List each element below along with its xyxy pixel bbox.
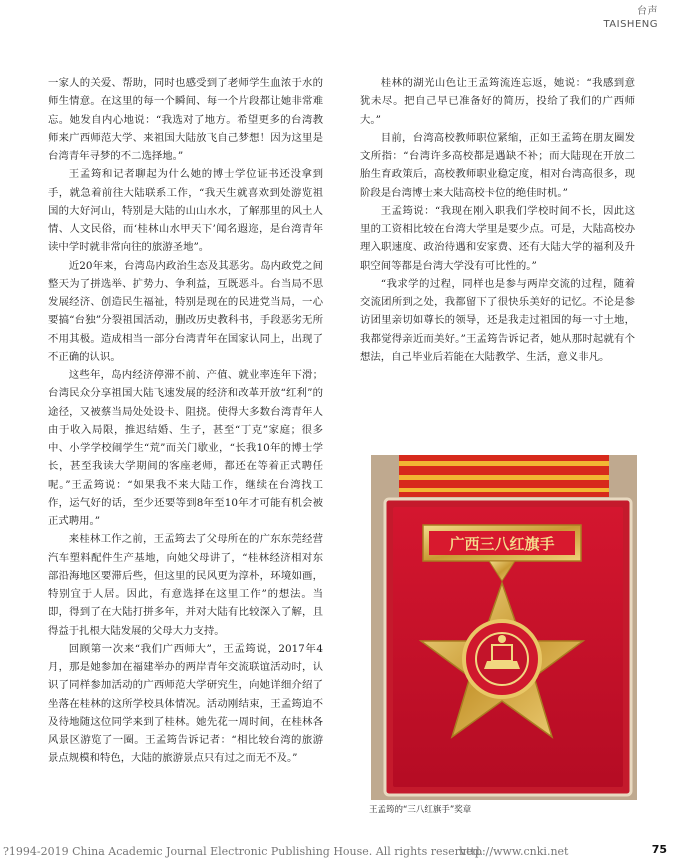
paragraph: “我求学的过程，同样也是参与两岸交流的过程，随着交流团所到之处，我都留下了很快乐美好的记忆。不论是参访团里亲切如尊长的领导，还是我走过祖国的每一寸土地，我都觉得亲近而美好。”王孟筠告诉记者，她从那时起就有个想法，自己毕业后若能在大陆教学、生活，意义非凡。 (360, 277, 635, 363)
paragraph: 近20年来，台湾岛内政治生态及其恶劣。岛内政党之间整天为了拼选举、扩势力、争利益，互既恶斗。台当局不思发展经济、创造民生福祉，特别是现在的民进党当局，一心要搞“台独”分裂祖国活动，删改历史教科书，手段恶劣无所不用其极。造成相当一部分台湾青年在国家认同上，出现了不正确的认识。 (48, 259, 323, 363)
footer-url[interactable]: http://www.cnki.net (459, 845, 569, 858)
paragraph: 这些年，岛内经济停滞不前、产值、就业率连年下滑；台湾民众分享祖国大陆飞速发展的经济和改革开放“红利”的途径，又被蔡当局处处设卡、阻挠。使得大多数台湾青年人由于收入局限，推迟结婚、生子，甚至“丁克”家庭；很多中、小学学校闹学生“荒”而关门歇业，“长我10年的博士学长，甚至我读大学期间的客座老师，都还在等着正式聘任呢。”王孟筠说：“如果我不来大陆工作，继续在台湾找工作，运气好的话，至少还要等到8年至10年才可能有机会被正式聘用。” (48, 369, 323, 527)
ribbon-decoration (399, 455, 609, 497)
medal-bar (423, 525, 581, 561)
photo-caption: 王孟筠的“三八红旗手”奖章 (369, 805, 472, 815)
copyright-notice: ?1994-2019 China Academic Journal Electronic Publishing House. All rights reserved. (3, 845, 484, 858)
paragraph: 一家人的关爱、帮助，同时也感受到了老师学生血浓于水的师生情意。在这里的每一个瞬间、每一个片段都让她非常难忘。她发自内心地说：“我选对了地方。希望更多的台湾教师来广西师范大学、来祖国大陆放飞自己梦想！因为这里是台湾青年寻梦的不二选择地。” (48, 77, 323, 162)
paragraph: 目前，台湾高校教师职位紧缩，正如王孟筠在朋友圈发文所指：“台湾许多高校都是遇缺不补；而大陆现在开放二胎生育政策后，高校教师职业稳定度，相对台湾高很多，现阶段是台湾博士来大陆高校卡位的绝佳时机。” (360, 131, 635, 199)
section-name-en: TAISHENG (603, 19, 658, 30)
paragraph: 来桂林工作之前，王孟筠去了父母所在的广东东莞经营汽车塑料配件生产基地，向她父母讲了，“桂林经济相对东部沿海地区要滞后些，但这里的民风更为淳朴，环境如画，特别宜于人居。因此，有意选择在这里工作”的想法。当即，得到了在大陆打拼多年，并对大陆有比较深入了解，且得益于扎根大陆发展的父母大力支持。 (48, 533, 323, 637)
article-right-column (360, 74, 635, 366)
medal-photo (371, 455, 637, 800)
paragraph: 王孟筠和记者聊起为什么她的博士学位证书还没拿到手，就急着前往大陆联系工作，“我天生就喜欢到处游览祖国的大好河山，特别是大陆的山山水水，了解那里的风土人情、人文民俗，而‘桂林山水甲天下’闻名遐迩，是台湾青年读中学时就非常向往的旅游圣地”。 (48, 168, 323, 254)
page-number: 75 (651, 843, 667, 856)
medal-illustration (371, 455, 637, 800)
badge-title: 广西三八红旗手 (449, 535, 555, 553)
section-name-cn: 台声 (637, 6, 658, 17)
article-left-column (48, 74, 323, 768)
paragraph: 回顾第一次来“我们广西师大”，王孟筠说，2017年4月，那是她参加在福建举办的两岸青年交流联谊活动时，认识了同样参加活动的广西师范大学研究生，向她详细介绍了坐落在桂林的这所学校具体情况。活动刚结束，王孟筠迫不及待地随这位同学来到了桂林。她先花一周时间，在桂林各风景区游览了一圈。王孟筠告诉记者：“相比较台湾的旅游景点规模和特色，大陆的旅游景点只有过之而无不及。” (48, 642, 323, 765)
magazine-header (603, 5, 658, 31)
paragraph: 桂林的湖光山色让王孟筠流连忘返，她说：“我感到意犹未尽。把自己早已准备好的简历，投给了我们的广西师大。” (360, 77, 635, 126)
paragraph: 王孟筠说：“我现在刚入职我们学校时间不长，因此这里的工资相比较在台湾大学里是要少点。可是，大陆高校办理入职速度、政治待遇和安家费、还有大陆大学的福利及升职空间等都是台湾大学没有可比性的。” (360, 204, 635, 272)
